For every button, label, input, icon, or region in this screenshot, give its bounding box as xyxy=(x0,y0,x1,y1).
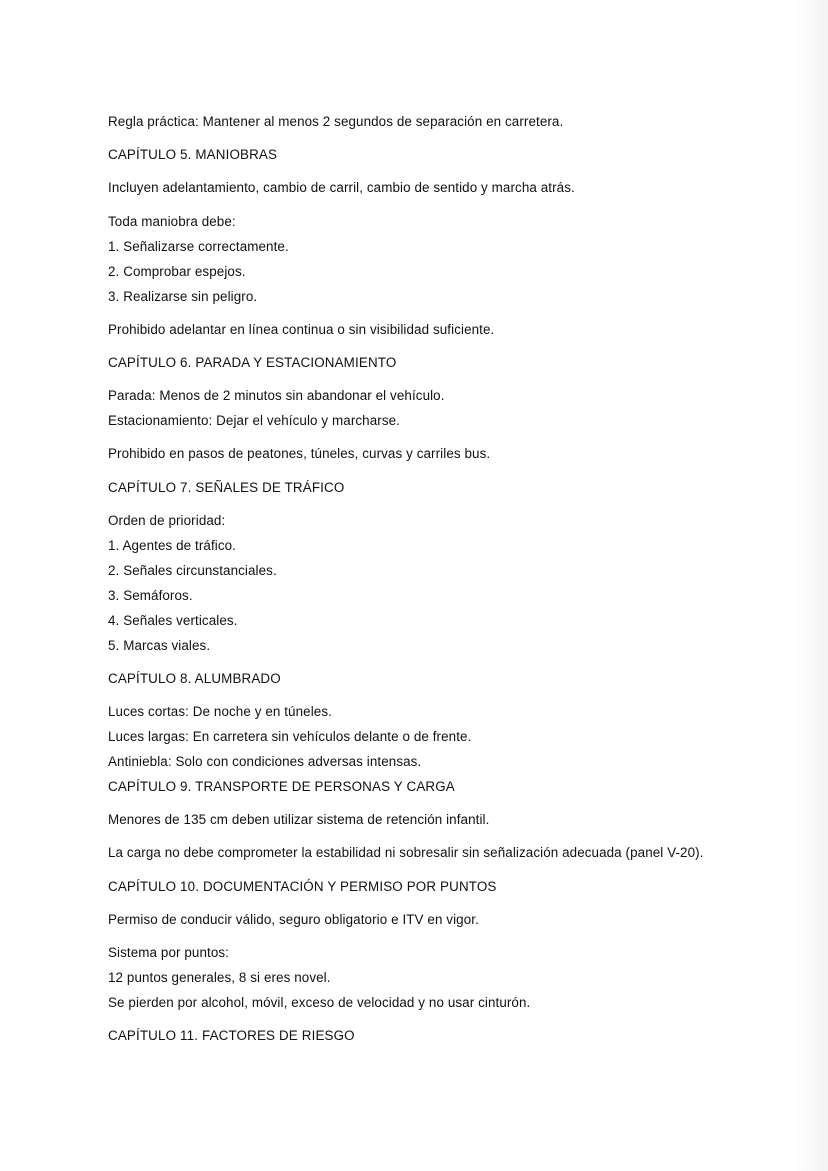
chapter-heading xyxy=(108,874,798,899)
list-item: 1. Señalizarse correctamente. xyxy=(108,238,289,254)
text-line: Menores de 135 cm deben utilizar sistema de retención infantil. xyxy=(108,812,490,828)
chapter-heading xyxy=(108,475,798,500)
chapter-heading xyxy=(108,142,798,167)
heading-text: CAPÍTULO 8. ALUMBRADO xyxy=(108,670,281,686)
heading-text: CAPÍTULO 11. FACTORES DE RIESGO xyxy=(108,1028,355,1044)
list-item: 2. Señales circunstanciales. xyxy=(108,562,277,578)
heading-text: CAPÍTULO 10. DOCUMENTACIÓN Y PERMISO POR PUNTOS xyxy=(108,878,497,894)
list-item: 5. Marcas viales. xyxy=(108,637,211,653)
paragraph xyxy=(108,109,798,134)
chapter-heading xyxy=(108,666,798,691)
text-line: Estacionamiento: Dejar el vehículo y marcharse. xyxy=(108,413,400,429)
paragraph xyxy=(108,907,798,932)
list-item: 2. Comprobar espejos. xyxy=(108,263,246,279)
text-line: La carga no debe comprometer la estabilidad ni sobresalir sin señalización adecuada (panel V-20). xyxy=(108,845,704,861)
page-edge-shadow xyxy=(794,0,828,1171)
list-item: 4. Señales verticales. xyxy=(108,612,238,628)
paragraph xyxy=(108,383,798,433)
chapter-heading xyxy=(108,1023,798,1048)
text-line: Parada: Menos de 2 minutos sin abandonar el vehículo. xyxy=(108,388,445,404)
text-line: Permiso de conducir válido, seguro obligatorio e ITV en vigor. xyxy=(108,911,479,927)
heading-text: CAPÍTULO 5. MANIOBRAS xyxy=(108,147,278,163)
chapter-heading xyxy=(108,774,798,799)
paragraph xyxy=(108,940,798,1015)
paragraph xyxy=(108,175,798,200)
text-line: Sistema por puntos: xyxy=(108,945,229,960)
paragraph xyxy=(108,840,798,865)
heading-text: CAPÍTULO 9. TRANSPORTE DE PERSONAS Y CARGA xyxy=(108,779,455,795)
text-line: Prohibido en pasos de peatones, túneles, curvas y carriles bus. xyxy=(108,446,491,462)
text-line: Regla práctica: Mantener al menos 2 segundos de separación en carretera. xyxy=(108,114,564,129)
chapter-heading xyxy=(108,350,798,375)
text-line: Luces cortas: De noche y en túneles. xyxy=(108,704,332,720)
list-item: 3. Semáforos. xyxy=(108,587,193,603)
list-intro: Toda maniobra debe: xyxy=(108,213,236,229)
paragraph xyxy=(108,699,798,774)
numbered-list xyxy=(108,508,798,658)
text-line: Luces largas: En carretera sin vehículos delante o de frente. xyxy=(108,729,472,745)
heading-text: CAPÍTULO 6. PARADA Y ESTACIONAMIENTO xyxy=(108,354,397,370)
text-line: 12 puntos generales, 8 si eres novel. xyxy=(108,970,331,985)
text-line: Incluyen adelantamiento, cambio de carril, cambio de sentido y marcha atrás. xyxy=(108,180,575,196)
list-item: 1. Agentes de tráfico. xyxy=(108,537,237,553)
paragraph xyxy=(108,807,798,832)
text-line: Prohibido adelantar en línea continua o sin visibilidad suficiente. xyxy=(108,321,495,337)
text-line: Se pierden por alcohol, móvil, exceso de velocidad y no usar cinturón. xyxy=(108,995,531,1010)
list-item: 3. Realizarse sin peligro. xyxy=(108,288,258,304)
document-body xyxy=(108,109,798,1048)
list-intro: Orden de prioridad: xyxy=(108,512,226,528)
paragraph xyxy=(108,441,798,466)
heading-text: CAPÍTULO 7. SEÑALES DE TRÁFICO xyxy=(108,479,345,495)
numbered-list xyxy=(108,209,798,309)
text-line: Antiniebla: Solo con condiciones adversas intensas. xyxy=(108,754,422,770)
paragraph xyxy=(108,317,798,342)
